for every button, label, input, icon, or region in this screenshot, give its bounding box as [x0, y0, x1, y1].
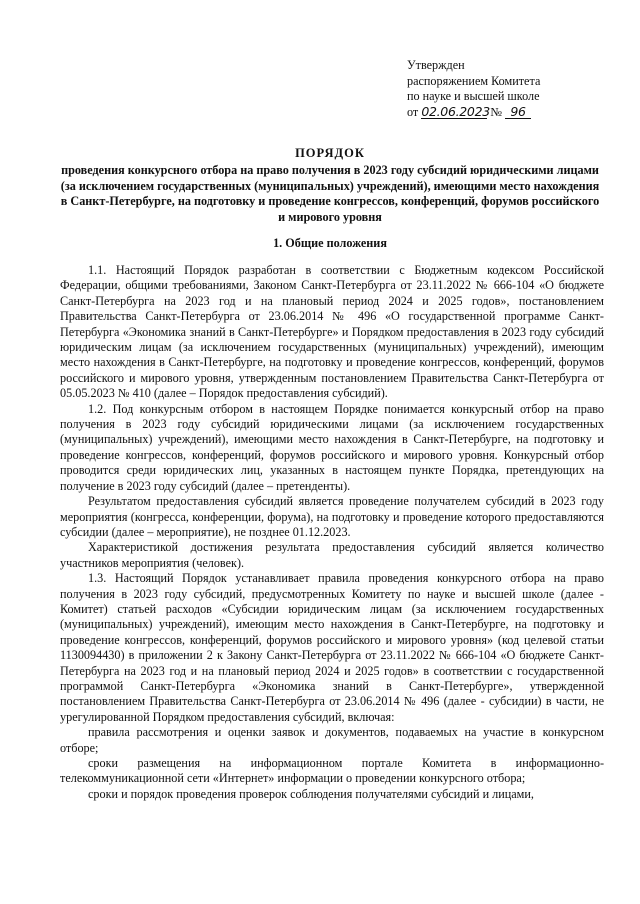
paragraph: 1.1. Настоящий Порядок разработан в соответствии с Бюджетным кодексом Российской Федерации, общими требованиями, Законом Санкт-Петербурга от 23.11.2022 № 666-104 «О бюджете Санкт-Петербурга на 2023 год и на плановый период 2024 и 2025 годов», постановлением Правительства Санкт-Петербурга от 23.06.2014 № 496 «О государственной программе Санкт-Петербурга «Экономика знаний в Санкт-Петербурге» и Порядком предоставления в 2023 году субсидий юридическим лицам (за исключением государственных (муниципальных) учреждений), имеющим место нахождения в Санкт-Петербурге, на подготовку и проведение конгрессов, конференций, форумов российского и мирового уровня, утвержденным постановлением Правительства Санкт-Петербурга от 05.05.2023 № 410 (далее – Порядок предоставления субсидий).	[60, 263, 604, 401]
paragraph: сроки размещения на информационном портале Комитета в информационно-телекоммуникационной сети «Интернет» информации о проведении конкурсного отбора;	[60, 756, 604, 786]
approval-from-label: от	[407, 104, 419, 119]
section-heading: 1. Общие положения	[273, 236, 387, 250]
document-title: ПОРЯДОК	[295, 146, 365, 160]
paragraph: 1.3. Настоящий Порядок устанавливает правила проведения конкурсного отбора на право получения в 2023 году субсидий, предусмотренных Комитету по науке и высшей школе (далее - Комитет) статьей расходов «Субсидии юридическим лицам (за исключением государственных (муниципальных) учреждений), имеющим место нахождения в Санкт-Петербурге, на подготовку и проведение конгрессов, конференций, форумов российского и мирового уровня» (код целевой статьи 1130094430) в приложении 2 к Закону Санкт-Петербурга от 23.11.2022 № 666-104 «О бюджете Санкт-Петербурга на 2023 год и на плановый период 2024 и 2025 годов» в соответствии с государственной программой Санкт-Петербурга «Экономика знаний в Санкт-Петербурге», утвержденной постановлением Правительства Санкт-Петербурга от 23.06.2014 № 496 (далее - субсидии) в части, не урегулированной Порядком предоставления субсидий, включая:	[60, 571, 604, 724]
approval-line-4	[407, 105, 607, 121]
paragraph: Результатом предоставления субсидий является проведение получателем субсидий в 2023 году мероприятия (конгресса, конференции, форума), на подготовку и проведение которого предоставляются субсидии (далее – мероприятие), не позднее 01.12.2023.	[60, 494, 604, 539]
paragraph: правила рассмотрения и оценки заявок и документов, подаваемых на участие в конкурсном отборе;	[60, 725, 604, 755]
approval-date: 02.06.2023	[421, 103, 490, 119]
approval-line-2: распоряжением Комитета	[407, 73, 541, 88]
approval-line-1: Утвержден	[407, 58, 465, 72]
paragraph: сроки и порядок проведения проверок соблюдения получателями субсидий и лицами,	[88, 786, 534, 801]
approval-number: 96	[505, 105, 531, 119]
approval-stamp	[407, 58, 607, 120]
paragraph: 1.2. Под конкурсным отбором в настоящем Порядке понимается конкурсный отбор на право получения в 2023 году субсидий юридическими лицами (за исключением государственных (муниципальных) учреждений), имеющими место нахождения в Санкт-Петербурге, на подготовку и проведение конгрессов, конференций, форумов российского и мирового уровня. Конкурсный отбор проводится среди юридических лиц, указанных в настоящем пункте Порядка, претендующих на получение в 2023 году субсидий (далее – претенденты).	[60, 401, 604, 493]
document-body	[60, 263, 604, 802]
number-sign: №	[490, 104, 502, 119]
paragraph: Характеристикой достижения результата предоставления субсидий является количество участников мероприятия (человек).	[60, 540, 604, 570]
approval-line-3: по науке и высшей школе	[407, 89, 540, 103]
document-subtitle: проведения конкурсного отбора на право получения в 2023 году субсидий юридическими лицами (за исключением государственных (муниципальных) учреждений), имеющими место нахождения в Санкт-Петербурге, на подготовку и проведение конгрессов, конференций, форумов российского и мирового уровня	[60, 163, 600, 224]
